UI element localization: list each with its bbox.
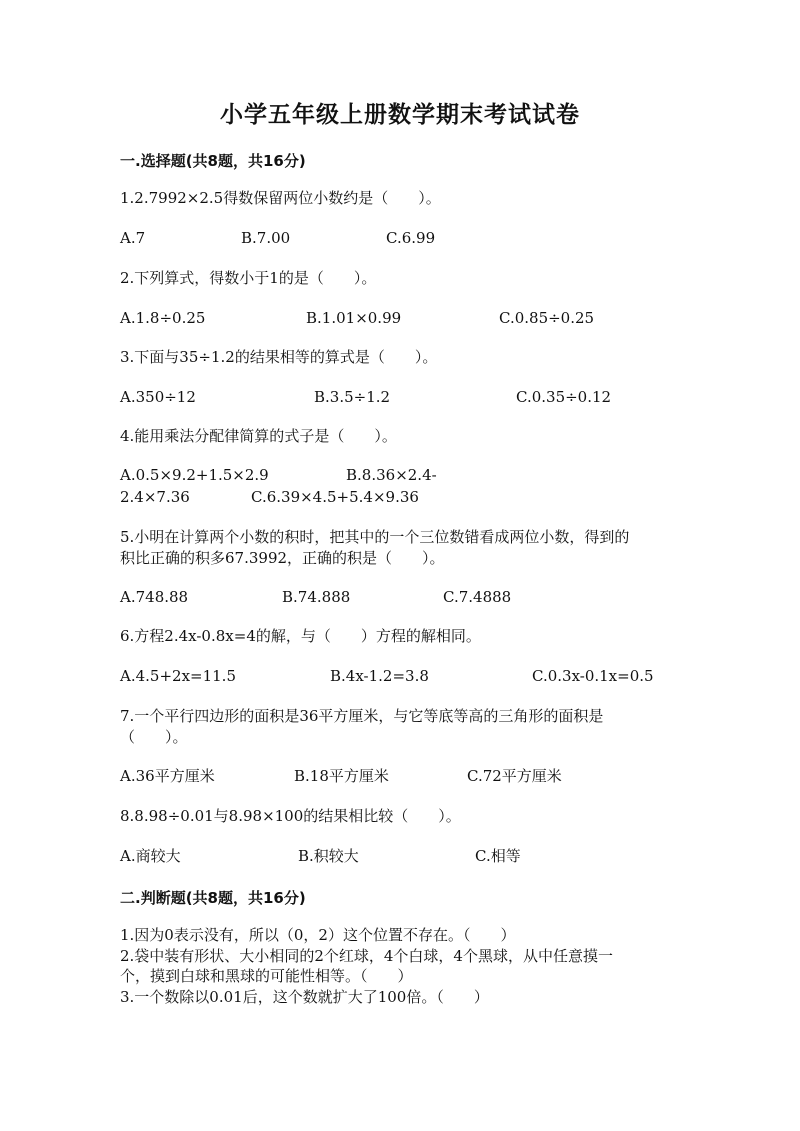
- question-8-option-c: C.相等: [475, 847, 521, 865]
- section-heading-true-false: 二.判断题(共8题，共16分): [120, 889, 306, 907]
- question-6-option-a: A.4.5+2x=11.5: [120, 667, 236, 685]
- question-7-stem-line1: 7.一个平行四边形的面积是36平方厘米，与它等底等高的三角形的面积是: [120, 707, 604, 725]
- question-7-option-a: A.36平方厘米: [120, 767, 215, 785]
- question-5-stem-line2: 积比正确的积多67.3992，正确的积是（ ）。: [120, 549, 445, 567]
- question-3-option-c: C.0.35÷0.12: [516, 388, 612, 406]
- question-6-stem: 6.方程2.4x-0.8x=4的解，与（ ）方程的解相同。: [120, 627, 481, 645]
- true-false-item-2-line2: 个，摸到白球和黑球的可能性相等。（ ）: [120, 967, 413, 985]
- question-8-option-b: B.积较大: [298, 847, 359, 865]
- question-4-option-b-continued: 2.4×7.36: [120, 488, 190, 506]
- question-7-stem-line2: （ ）。: [120, 728, 188, 746]
- question-6-option-c: C.0.3x-0.1x=0.5: [532, 667, 654, 685]
- true-false-item-1: 1.因为0表示没有，所以（0，2）这个位置不存在。（ ）: [120, 926, 516, 944]
- page-title: 小学五年级上册数学期末考试试卷: [220, 102, 580, 128]
- question-1-stem: 1.2.7992×2.5得数保留两位小数约是（ ）。: [120, 189, 441, 207]
- question-2-option-a: A.1.8÷0.25: [120, 309, 206, 327]
- true-false-item-2-line1: 2.袋中装有形状、大小相同的2个红球，4个白球，4个黑球，从中任意摸一: [120, 947, 613, 965]
- true-false-item-3: 3.一个数除以0.01后，这个数就扩大了100倍。（ ）: [120, 988, 489, 1006]
- question-4-option-c: C.6.39×4.5+5.4×9.36: [251, 488, 419, 506]
- question-2-option-c: C.0.85÷0.25: [499, 309, 595, 327]
- question-4-option-b: B.8.36×2.4-: [346, 466, 437, 484]
- question-7-option-b: B.18平方厘米: [294, 767, 389, 785]
- question-3-stem: 3.下面与35÷1.2的结果相等的算式是（ ）。: [120, 348, 438, 366]
- question-1-option-a: A.7: [120, 229, 146, 247]
- question-1-option-b: B.7.00: [241, 229, 291, 247]
- question-4-stem: 4.能用乘法分配律简算的式子是（ ）。: [120, 427, 397, 445]
- question-6-option-b: B.4x-1.2=3.8: [330, 667, 429, 685]
- question-5-stem-line1: 5.小明在计算两个小数的积时，把其中的一个三位数错看成两位小数，得到的: [120, 528, 630, 546]
- question-3-option-a: A.350÷12: [120, 388, 196, 406]
- section-heading-choice: 一.选择题(共8题，共16分): [120, 152, 306, 170]
- question-8-stem: 8.8.98÷0.01与8.98×100的结果相比较（ ）。: [120, 807, 461, 825]
- question-5-option-c: C.7.4888: [443, 588, 512, 606]
- question-7-option-c: C.72平方厘米: [467, 767, 562, 785]
- question-2-option-b: B.1.01×0.99: [306, 309, 402, 327]
- question-2-stem: 2.下列算式，得数小于1的是（ ）。: [120, 269, 377, 287]
- question-4-option-a: A.0.5×9.2+1.5×2.9: [120, 466, 269, 484]
- question-1-option-c: C.6.99: [386, 229, 436, 247]
- question-3-option-b: B.3.5÷1.2: [314, 388, 391, 406]
- question-5-option-a: A.748.88: [120, 588, 189, 606]
- question-8-option-a: A.商较大: [120, 847, 181, 865]
- question-5-option-b: B.74.888: [282, 588, 351, 606]
